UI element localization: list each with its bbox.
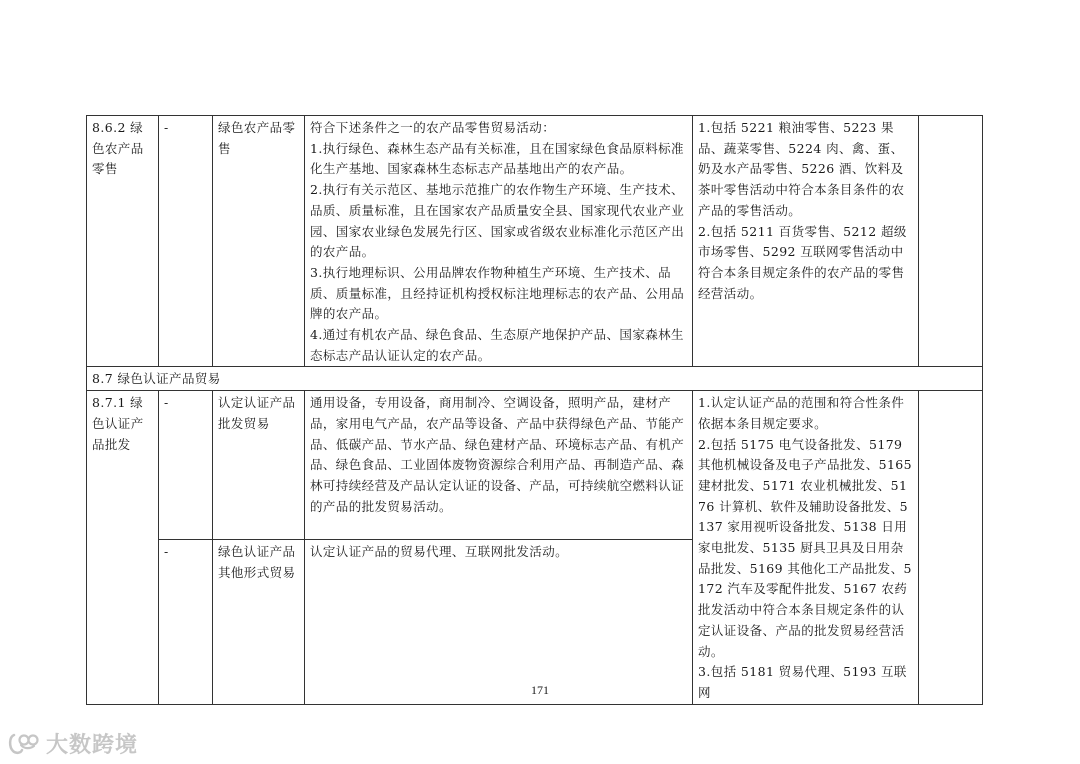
subcategory-code: - <box>159 540 213 704</box>
page-number: 171 <box>531 683 549 697</box>
category-name: 认定认证产品批发贸易 <box>213 391 305 540</box>
subcategory-code: - <box>159 116 213 367</box>
category-name: 绿色认证产品其他形式贸易 <box>213 540 305 704</box>
table-row <box>87 391 983 540</box>
note-cell <box>919 116 983 367</box>
watermark <box>8 728 138 759</box>
category-name: 绿色农产品零售 <box>213 116 305 367</box>
note-cell <box>919 391 983 705</box>
section-heading-row <box>87 367 983 391</box>
industry-mapping: 1.认定认证产品的范围和符合性条件依据本条目规定要求。 2.包括 5175 电气设备批发、5179 其他机械设备及电子产品批发、5165 建材批发、5171 农业机械批发、5176 计算机、软件及辅助设备批发、5137 家用视听设备批发、5138 日用家电批发、5135 厨具卫具及日用杂品批发、5169 其他化工产品批发、5172 汽车及零配件批发、5167 农药批发活动中符合本条目规定条件的认定认证设备、产品的批发贸易经营活动。 3.包括 5181 贸易代理、5193 互联网 <box>693 391 919 705</box>
category-description: 认定认证产品的贸易代理、互联网批发活动。 <box>305 540 693 704</box>
classification-table <box>86 115 983 705</box>
category-description: 符合下述条件之一的农产品零售贸易活动： 1.执行绿色、森林生态产品有关标准，且在国家绿色食品原料标准化生产基地、国家森林生态标志产品基地出产的农产品。 2.执行有关示范区、基地示范推广的农作物生产环境、生产技术、品质、质量标准，且在国家农产品质量安全县、国家现代农业产业园、国家农业绿色发展先行区、国家或省级农业标准化示范区产出的农产品。 3.执行地理标识、公用品牌农作物种植生产环境、生产技术、品质、质量标准，且经持证机构授权标注地理标志的农产品、公用品牌的农产品。 4.通过有机农产品、绿色食品、生态原产地保护产品、国家森林生态标志产品认证认定的农产品。 <box>305 116 693 367</box>
subcategory-code: - <box>159 391 213 540</box>
category-description: 通用设备，专用设备，商用制冷、空调设备，照明产品，建材产品，家用电气产品，农产品等设备、产品中获得绿色产品、节能产品、低碳产品、节水产品、绿色建材产品、环境标志产品、有机产品、绿色食品、工业固体废物资源综合利用产品、再制造产品、森林可持续经营及产品认定认证的设备、产品，可持续航空燃料认证的产品的批发贸易活动。 <box>305 391 693 540</box>
section-heading: 8.7 绿色认证产品贸易 <box>87 367 983 391</box>
industry-mapping: 1.包括 5221 粮油零售、5223 果品、蔬菜零售、5224 肉、禽、蛋、奶及水产品零售、5226 酒、饮料及茶叶零售活动中符合本条目条件的农产品的零售活动。 2.包括 5211 百货零售、5212 超级市场零售、5292 互联网零售活动中符合本条目规定条件的农产品的零售经营活动。 <box>693 116 919 367</box>
table-row <box>87 116 983 367</box>
brand-logo-icon <box>8 731 42 757</box>
category-code: 8.7.1 绿色认证产品批发 <box>87 391 159 705</box>
watermark-text: 大数跨境 <box>46 733 139 758</box>
category-code: 8.6.2 绿色农产品零售 <box>87 116 159 367</box>
